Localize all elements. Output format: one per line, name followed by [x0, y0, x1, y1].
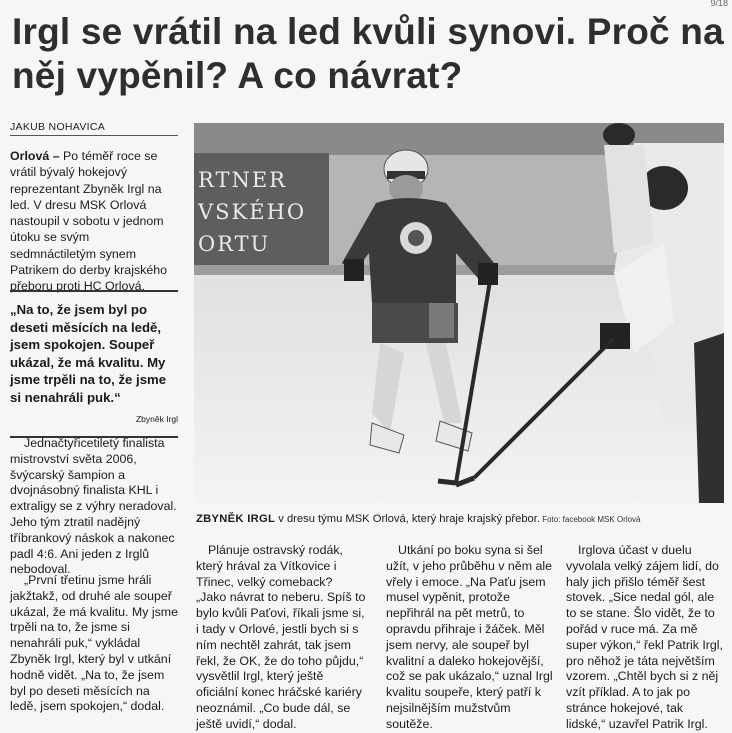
- headline: Irgl se vrátil na led kvůli synovi. Proč na něj vypěnil? A co návrat?: [12, 11, 724, 96]
- banner-line-1: RTNER: [198, 168, 287, 192]
- body-col3: Utkání po boku syna si šel užít, v jeho průběhu v něm ale vřely i emoce. „Na Paťu jsem musel vypěnit, protože nepřihrál na pět metrů, to opravdu přihraje i žáček. Měl jsem nervy, ale soupeř byl kvalitní a daleko hokejovější, což se pak ukázalo,“ uznal Irgl kvalitu soupeře, který patří k nejsilnějším mužstvům soutěže.: [386, 543, 553, 731]
- photo-caption: [196, 513, 726, 525]
- body-col4: Irglova účast v duelu vyvolala velký zájem lidí, do haly jich přišlo téměř šest stovek. „Sice nedal gól, ale to se stane. Šlo vidět, že to pořád v ruce má. Za mě super výkon,“ řekl Patrik Irgl, pro něhož je táta největším vzorem. „Chtěl bych si z něj vzít příklad. A to jak po stránce hokejové, tak lidské,“ uzavřel Patrik Irgl.: [566, 543, 723, 731]
- page-corner-mark: 9/18: [710, 0, 728, 8]
- author-byline: JAKUB NOHAVICA: [10, 121, 178, 136]
- caption-credit: Foto: facebook MSK Orlová: [540, 515, 641, 524]
- pull-quote-attribution: Zbyněk Irgl: [135, 413, 178, 424]
- body-col1-p1: Jednačtyřicetiletý finalista mistrovství světa 2006, švýcarský šampion a dvojnásobný finalista KHL i extraligy se z výhry neradoval. Jeho tým ztratil nadějný tříbrankový náskok a nakonec padl 4:6. Ani jeden z Irglů nebodoval.: [10, 436, 177, 577]
- lead-place: Orlová –: [10, 149, 60, 163]
- hockey-photo: [194, 123, 724, 503]
- caption-text: v dresu týmu MSK Orlová, který hraje krajský přebor.: [275, 513, 540, 525]
- caption-name: ZBYNĚK IRGL: [196, 513, 276, 525]
- pull-quote-text: „Na to, že jsem byl po deseti měsících na ledě, jsem spokojen. Soupeř ukázal, že má kvalitu. My jsme trpěli na to, že jsme si nenahráli puk.“: [10, 302, 167, 405]
- banner-line-2: VSKÉHO: [198, 200, 307, 224]
- lead-paragraph: [10, 148, 176, 295]
- banner-line-3: ORTU: [198, 232, 271, 256]
- pull-quote: [10, 290, 178, 438]
- lead-text: Po téměř roce se vrátil bývalý hokejový reprezentant Zbyněk Irgl na led. V dresu MSK Orlová nastoupil v sobotu v jednom útoku se svým sedmnáctiletým synem Patrikem do derby krajského přeboru proti HC Orlová.: [10, 149, 168, 294]
- body-col2: Plánuje ostravský rodák, který hrával za Vítkovice i Třinec, velký comeback? „Jako návrat to neberu. Spíš to bylo kvůli Paťovi, říkali jsme si, i tady v Orlové, jestli bych si s ním nechtěl zahrát, tak jsem řekl, že OK, že do toho půjdu,“ vysvětlil Irgl, který ještě oficiální konec hráčské kariéry neoznámil. „Co bude dál, se ještě uvidí,“ dodal.: [196, 543, 366, 731]
- body-col1-p2: „První třetinu jsme hráli jakžtakž, od druhé ale soupeř ukázal, že má kvalitu. My jsme trpěli na to, že jsme si nenahráli puk,“ vykládal Zbyněk Irgl, který byl v utkání hodně vidět. „Na to, že jsem byl po deseti měsících na ledě, jsem spokojen,“ dodal.: [10, 573, 179, 714]
